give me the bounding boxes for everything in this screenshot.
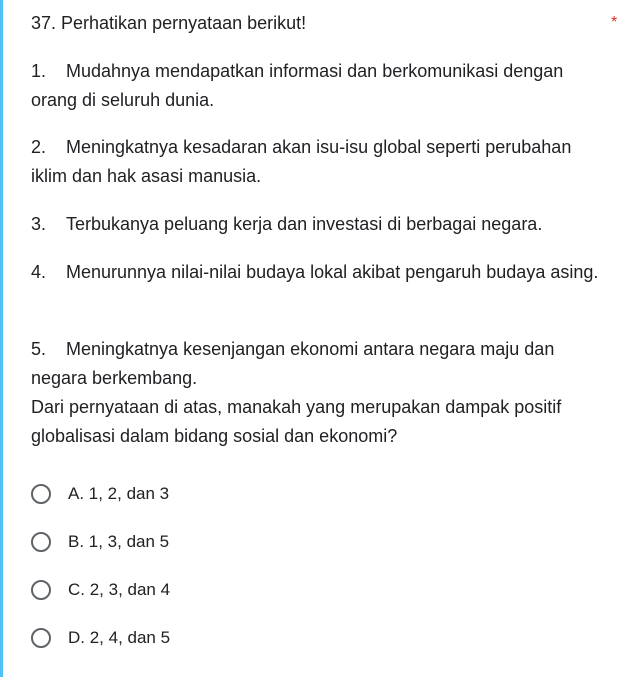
option-a[interactable]: [31, 479, 431, 509]
statement-text: Menurunnya nilai-nilai budaya lokal akibat pengaruh budaya asing.: [66, 262, 599, 282]
option-d[interactable]: [31, 623, 431, 653]
option-c[interactable]: [31, 575, 431, 605]
radio-button-icon[interactable]: [31, 628, 51, 648]
statement-4: [31, 258, 611, 287]
option-label: C. 2, 3, dan 4: [68, 580, 171, 599]
required-asterisk: *: [611, 14, 618, 31]
option-b[interactable]: [31, 527, 431, 557]
statement-number: 2.: [31, 137, 47, 157]
statement-number: 5.: [31, 339, 47, 359]
statement-number: 1.: [31, 61, 47, 81]
statement-text: Terbukanya peluang kerja dan investasi di berbagai negara.: [66, 214, 543, 234]
radio-button-icon[interactable]: [31, 580, 51, 600]
radio-button-icon[interactable]: [31, 532, 51, 552]
statement-number: 4.: [31, 262, 47, 282]
statement-number: 3.: [31, 214, 47, 234]
statement-5: [31, 335, 611, 393]
statement-text: Mudahnya mendapatkan informasi dan berkomunikasi dengan orang di seluruh dunia.: [31, 61, 564, 110]
radio-button-icon[interactable]: [31, 484, 51, 504]
statement-text: Meningkatnya kesadaran akan isu-isu global seperti perubahan iklim dan hak asasi manusia.: [31, 137, 572, 186]
option-label: D. 2, 4, dan 5: [68, 628, 171, 647]
option-label: A. 1, 2, dan 3: [68, 484, 170, 503]
statement-text: Meningkatnya kesenjangan ekonomi antara negara maju dan negara berkembang.: [31, 339, 555, 388]
statement-2: [31, 133, 611, 191]
question-card: [3, 0, 631, 677]
statement-3: [31, 210, 611, 239]
question-title: 37. Perhatikan pernyataan berikut!: [31, 13, 307, 33]
option-label: B. 1, 3, dan 5: [68, 532, 170, 551]
question-prompt: Dari pernyataan di atas, manakah yang merupakan dampak positif globalisasi dalam bidang sosial dan ekonomi?: [31, 397, 562, 446]
statement-1: [31, 57, 611, 115]
